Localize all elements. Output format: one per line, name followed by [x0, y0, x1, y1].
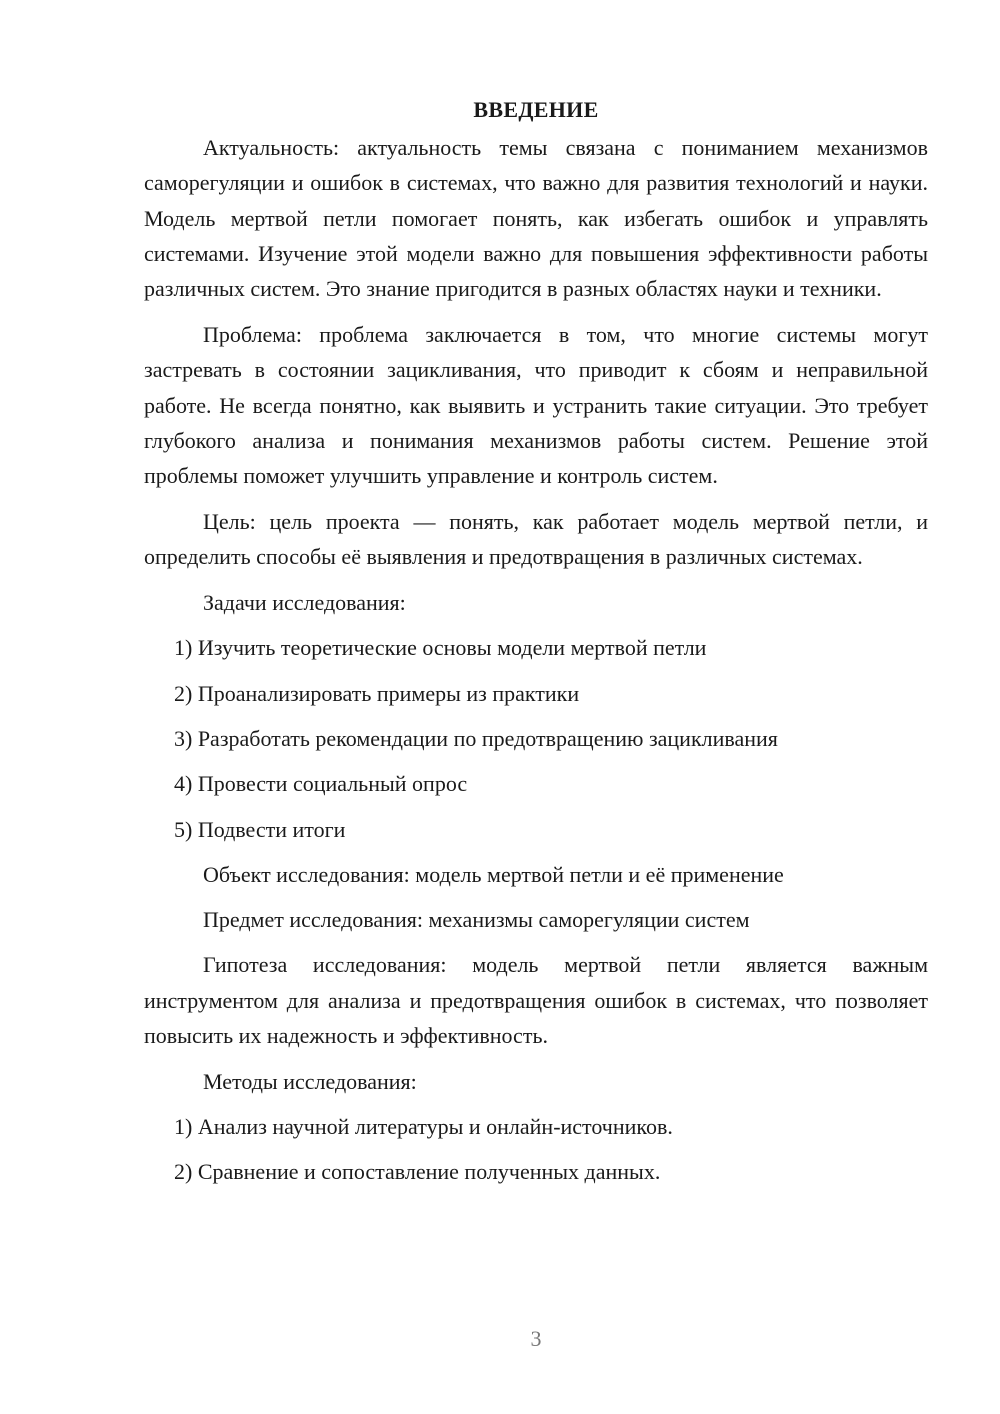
method-item-1: 1) Анализ научной литературы и онлайн-источников.	[174, 1114, 673, 1140]
document-page	[144, 92, 928, 1200]
task-item-4: 4) Провести социальный опрос	[174, 771, 468, 797]
hypothesis-paragraph: Гипотеза исследования: модель мертвой петли является важным инструментом для анализа и предотвращения ошибок в системах, что позволяет повысить их надежность и эффективность.	[144, 952, 928, 1049]
object-line: Объект исследования: модель мертвой петли и её применение	[203, 861, 784, 887]
section-title: ВВЕДЕНИЕ	[473, 97, 599, 122]
method-item-2: 2) Сравнение и сопоставление полученных данных.	[174, 1159, 661, 1185]
tasks-label: Задачи исследования:	[203, 590, 406, 616]
goal-paragraph: Цель: цель проекта — понять, как работает модель мертвой петли, и определить способы её выявления и предотвращения в различных системах.	[144, 508, 928, 570]
task-item-3: 3) Разработать рекомендации по предотвращению зацикливания	[174, 725, 778, 751]
task-item-5: 5) Подвести итоги	[174, 816, 346, 842]
subject-line: Предмет исследования: механизмы саморегуляции систем	[203, 907, 750, 933]
task-item-2: 2) Проанализировать примеры из практики	[174, 680, 580, 706]
problem-paragraph: Проблема: проблема заключается в том, что многие системы могут застревать в состоянии зацикливания, что приводит к сбоям и неправильной работе. Не всегда понятно, как выявить и устранить такие ситуации. Это требует глубокого анализа и понимания механизмов работы систем. Решение этой проблемы поможет улучшить управление и контроль систем.	[144, 321, 928, 489]
task-item-1: 1) Изучить теоретические основы модели мертвой петли	[174, 635, 707, 661]
methods-label: Методы исследования:	[203, 1068, 417, 1094]
relevance-paragraph: Актуальность: актуальность темы связана с пониманием механизмов саморегуляции и ошибок в системах, что важно для развития технологий и науки. Модель мертвой петли помогает понять, как избегать ошибок и управлять системами. Изучение этой модели важно для повышения эффективности работы различных систем. Это знание пригодится в разных областях науки и техники.	[144, 135, 928, 302]
page-number: 3	[530, 1326, 542, 1351]
